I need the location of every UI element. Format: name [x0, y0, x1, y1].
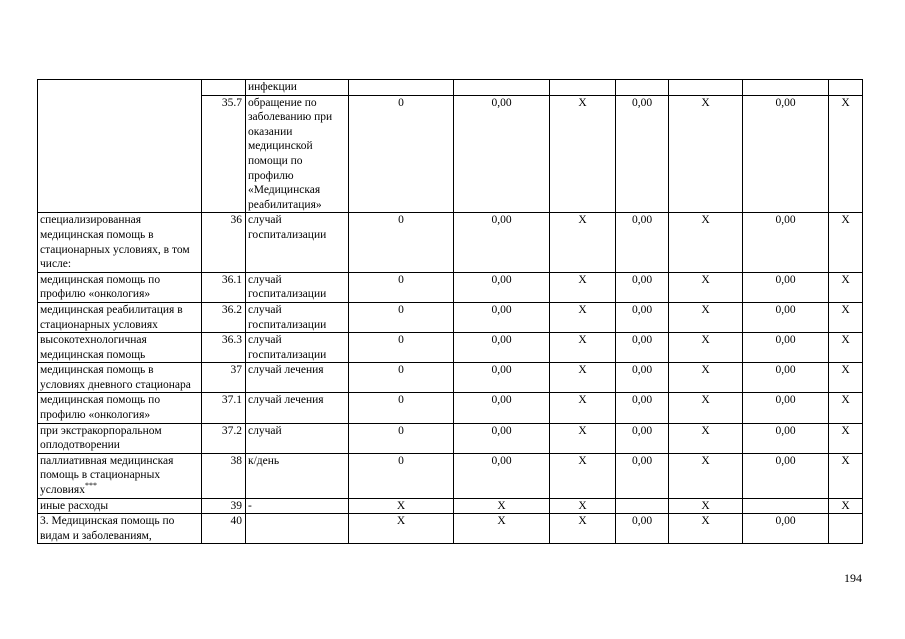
cell-value: 0,00 — [743, 423, 829, 453]
row-unit: случай госпитализации — [246, 302, 349, 332]
row-code: 37.2 — [202, 423, 246, 453]
cell-value — [743, 80, 829, 96]
cell-value — [829, 514, 863, 544]
table-row — [38, 498, 863, 514]
page-number: 194 — [844, 571, 862, 585]
cell-value: Х — [454, 514, 550, 544]
cell-value: 0,00 — [454, 213, 550, 272]
row-name: медицинская помощь в условиях дневного стационара — [38, 363, 202, 393]
cell-value: Х — [550, 423, 616, 453]
cell-value: Х — [550, 363, 616, 393]
row-name: медицинская помощь по профилю «онкология» — [38, 272, 202, 302]
row-unit: случай лечения — [246, 393, 349, 423]
row-code: 37.1 — [202, 393, 246, 423]
table-row — [38, 333, 863, 363]
table-container — [37, 79, 863, 544]
footnote-marker: *** — [84, 481, 97, 491]
row-code: 36.1 — [202, 272, 246, 302]
table-row — [38, 80, 863, 96]
cell-value: 0,00 — [616, 272, 669, 302]
cell-value: 0,00 — [743, 95, 829, 213]
row-unit: инфекции — [246, 80, 349, 96]
cell-value: Х — [829, 393, 863, 423]
cell-value: 0 — [349, 393, 454, 423]
row-name: высокотехнологичная медицинская помощь — [38, 333, 202, 363]
cell-value: Х — [550, 393, 616, 423]
cell-value: Х — [829, 213, 863, 272]
cell-value: Х — [550, 95, 616, 213]
row-name: 3. Медицинская помощь по видам и заболеваниям, — [38, 514, 202, 544]
cell-value: 0,00 — [743, 272, 829, 302]
cell-value: 0,00 — [743, 213, 829, 272]
row-name: паллиативная медицинская помощь в стационарных условиях — [40, 454, 174, 497]
table-row — [38, 302, 863, 332]
cell-value: Х — [669, 363, 743, 393]
row-name — [38, 80, 202, 213]
cell-value: Х — [550, 498, 616, 514]
cell-value: 0,00 — [454, 363, 550, 393]
table-row — [38, 213, 863, 272]
cell-value — [829, 80, 863, 96]
table-row — [38, 393, 863, 423]
cell-value: 0 — [349, 272, 454, 302]
row-unit: - — [246, 498, 349, 514]
row-name: специализированная медицинская помощь в стационарных условиях, в том числе: — [38, 213, 202, 272]
cell-value: Х — [550, 514, 616, 544]
cell-value: 0,00 — [454, 272, 550, 302]
cell-value: Х — [454, 498, 550, 514]
cell-value: Х — [669, 498, 743, 514]
cell-value: Х — [669, 514, 743, 544]
cell-value: Х — [669, 453, 743, 498]
cell-value: 0,00 — [616, 302, 669, 332]
row-code: 40 — [202, 514, 246, 544]
row-code — [202, 80, 246, 96]
row-unit: случай госпитализации — [246, 333, 349, 363]
cell-value: 0 — [349, 213, 454, 272]
cell-value: Х — [669, 302, 743, 332]
cell-value: 0 — [349, 333, 454, 363]
cell-value: 0,00 — [743, 393, 829, 423]
row-code: 38 — [202, 453, 246, 498]
row-code: 35.7 — [202, 95, 246, 213]
table-row — [38, 363, 863, 393]
cell-value: 0 — [349, 423, 454, 453]
cell-value: 0 — [349, 453, 454, 498]
cell-value: Х — [349, 498, 454, 514]
cell-value: Х — [669, 333, 743, 363]
cell-value: 0,00 — [743, 302, 829, 332]
cell-value: 0,00 — [616, 514, 669, 544]
cell-value: 0 — [349, 95, 454, 213]
cell-value: Х — [829, 302, 863, 332]
row-name-cell — [38, 453, 202, 498]
cell-value: Х — [550, 453, 616, 498]
cell-value — [669, 80, 743, 96]
cell-value: Х — [829, 498, 863, 514]
row-code: 37 — [202, 363, 246, 393]
row-unit: к/день — [246, 453, 349, 498]
cell-value: 0,00 — [743, 363, 829, 393]
cell-value: 0,00 — [616, 453, 669, 498]
cell-value — [616, 498, 669, 514]
cell-value: 0,00 — [454, 393, 550, 423]
cell-value: Х — [669, 423, 743, 453]
cell-value: Х — [669, 213, 743, 272]
row-unit: случай госпитализации — [246, 272, 349, 302]
table-row — [38, 423, 863, 453]
row-name: иные расходы — [38, 498, 202, 514]
cell-value: 0,00 — [616, 363, 669, 393]
cell-value: 0,00 — [454, 333, 550, 363]
cell-value: 0,00 — [454, 423, 550, 453]
cell-value: Х — [829, 363, 863, 393]
cell-value — [743, 498, 829, 514]
cell-value: 0,00 — [454, 453, 550, 498]
row-name: медицинская помощь по профилю «онкология» — [38, 393, 202, 423]
cell-value: Х — [829, 453, 863, 498]
row-name: при экстракорпоральном оплодотворении — [38, 423, 202, 453]
cell-value — [349, 80, 454, 96]
cell-value — [616, 80, 669, 96]
cell-value: 0,00 — [743, 453, 829, 498]
row-unit: случай госпитализации — [246, 213, 349, 272]
cell-value: Х — [669, 393, 743, 423]
cell-value: 0,00 — [616, 423, 669, 453]
row-unit: случай лечения — [246, 363, 349, 393]
row-code: 36 — [202, 213, 246, 272]
cell-value — [550, 80, 616, 96]
table-row — [38, 514, 863, 544]
cell-value: Х — [829, 272, 863, 302]
row-unit: обращение по заболеванию при оказании медицинской помощи по профилю «Медицинская реабилитация» — [246, 95, 349, 213]
cell-value: 0,00 — [743, 333, 829, 363]
cell-value: Х — [669, 95, 743, 213]
cell-value: Х — [669, 272, 743, 302]
cell-value: 0,00 — [616, 333, 669, 363]
cell-value: Х — [550, 302, 616, 332]
row-name: медицинская реабилитация в стационарных условиях — [38, 302, 202, 332]
cell-value: Х — [550, 272, 616, 302]
cell-value: 0,00 — [454, 302, 550, 332]
cell-value: 0,00 — [616, 95, 669, 213]
cell-value: 0,00 — [454, 95, 550, 213]
cell-value: 0,00 — [616, 393, 669, 423]
cell-value — [454, 80, 550, 96]
table-row — [38, 453, 863, 498]
row-code: 39 — [202, 498, 246, 514]
cell-value: Х — [829, 95, 863, 213]
cell-value: Х — [829, 333, 863, 363]
row-code: 36.3 — [202, 333, 246, 363]
table-body — [38, 80, 863, 544]
cell-value: 0 — [349, 363, 454, 393]
table-row — [38, 272, 863, 302]
data-table — [37, 79, 863, 544]
row-code: 36.2 — [202, 302, 246, 332]
cell-value: Х — [349, 514, 454, 544]
row-unit: случай — [246, 423, 349, 453]
cell-value: 0 — [349, 302, 454, 332]
cell-value: Х — [829, 423, 863, 453]
cell-value: Х — [550, 333, 616, 363]
cell-value: Х — [550, 213, 616, 272]
row-unit — [246, 514, 349, 544]
cell-value: 0,00 — [743, 514, 829, 544]
cell-value: 0,00 — [616, 213, 669, 272]
